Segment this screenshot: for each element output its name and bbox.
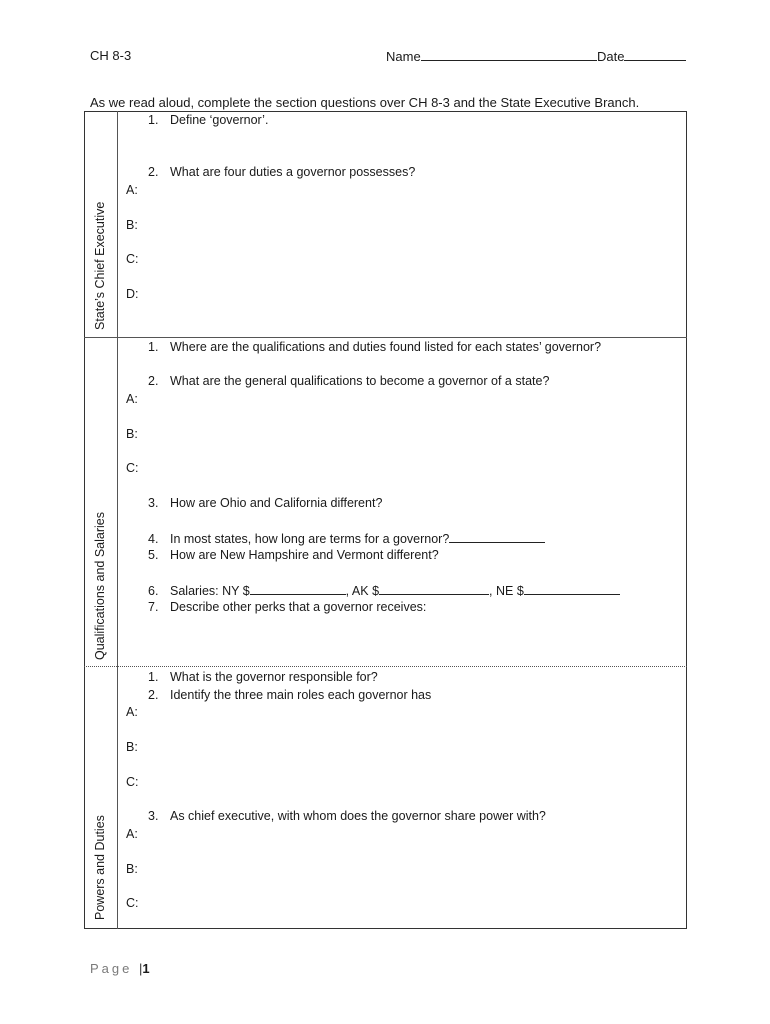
ny-salary-blank[interactable]: [250, 582, 346, 595]
question: 3. As chief executive, with whom does the governor share power with?: [148, 809, 546, 823]
chapter-label: CH 8-3: [90, 48, 132, 63]
question: 2. Identify the three main roles each governor has: [148, 688, 432, 702]
page-number: 1: [142, 961, 150, 976]
answer-label: C:: [126, 775, 139, 789]
answer-label: C:: [126, 252, 139, 266]
answer-label: A:: [126, 827, 138, 841]
question: 1. Where are the qualifications and duties found listed for each states’ governor?: [148, 340, 602, 354]
instruction-text: As we read aloud, complete the section questions over CH 8-3 and the State Executive Branch.: [90, 95, 640, 110]
answer-label: A:: [126, 705, 138, 719]
name-label: Name: [386, 49, 421, 64]
answer-label: B:: [126, 427, 138, 441]
answer-label: D:: [126, 287, 139, 301]
answer-label: C:: [126, 896, 139, 910]
question: 2. What are the general qualifications to become a governor of a state?: [148, 374, 550, 388]
answer-label: A:: [126, 183, 138, 197]
answer-label: B:: [126, 740, 138, 754]
section-title-chief-executive: State’s Chief Executive: [93, 201, 107, 330]
question: 1. What is the governor responsible for?: [148, 670, 378, 684]
section-title-powers: Powers and Duties: [93, 815, 107, 920]
question: 2. What are four duties a governor possesses?: [148, 165, 416, 179]
date-field[interactable]: [597, 48, 686, 64]
question: 4. In most states, how long are terms for a governor?: [148, 530, 545, 546]
section-divider-2: [84, 666, 687, 667]
answer-label: C:: [126, 461, 139, 475]
page-separator: |: [139, 961, 143, 976]
name-blank[interactable]: [421, 48, 597, 61]
question: 5. How are New Hampshire and Vermont different?: [148, 548, 439, 562]
worksheet-table: [84, 111, 687, 929]
page-footer: [90, 961, 150, 976]
term-length-blank[interactable]: [449, 530, 545, 543]
section-title-qualifications: Qualifications and Salaries: [93, 512, 107, 660]
question: 7. Describe other perks that a governor receives:: [148, 600, 427, 614]
name-field[interactable]: [386, 48, 597, 64]
question: 3. How are Ohio and California different?: [148, 496, 383, 510]
date-blank[interactable]: [624, 48, 686, 61]
question: 1. Define ‘governor’.: [148, 113, 269, 127]
answer-label: A:: [126, 392, 138, 406]
section-divider-1: [84, 337, 687, 338]
answer-label: B:: [126, 862, 138, 876]
ak-salary-blank[interactable]: [379, 582, 489, 595]
ne-salary-blank[interactable]: [524, 582, 620, 595]
answer-label: B:: [126, 218, 138, 232]
question: 6. Salaries: NY $ , AK $ , NE $: [148, 582, 620, 598]
page-word: Page: [90, 961, 133, 976]
label-column-divider: [117, 111, 118, 929]
date-label: Date: [597, 49, 625, 64]
